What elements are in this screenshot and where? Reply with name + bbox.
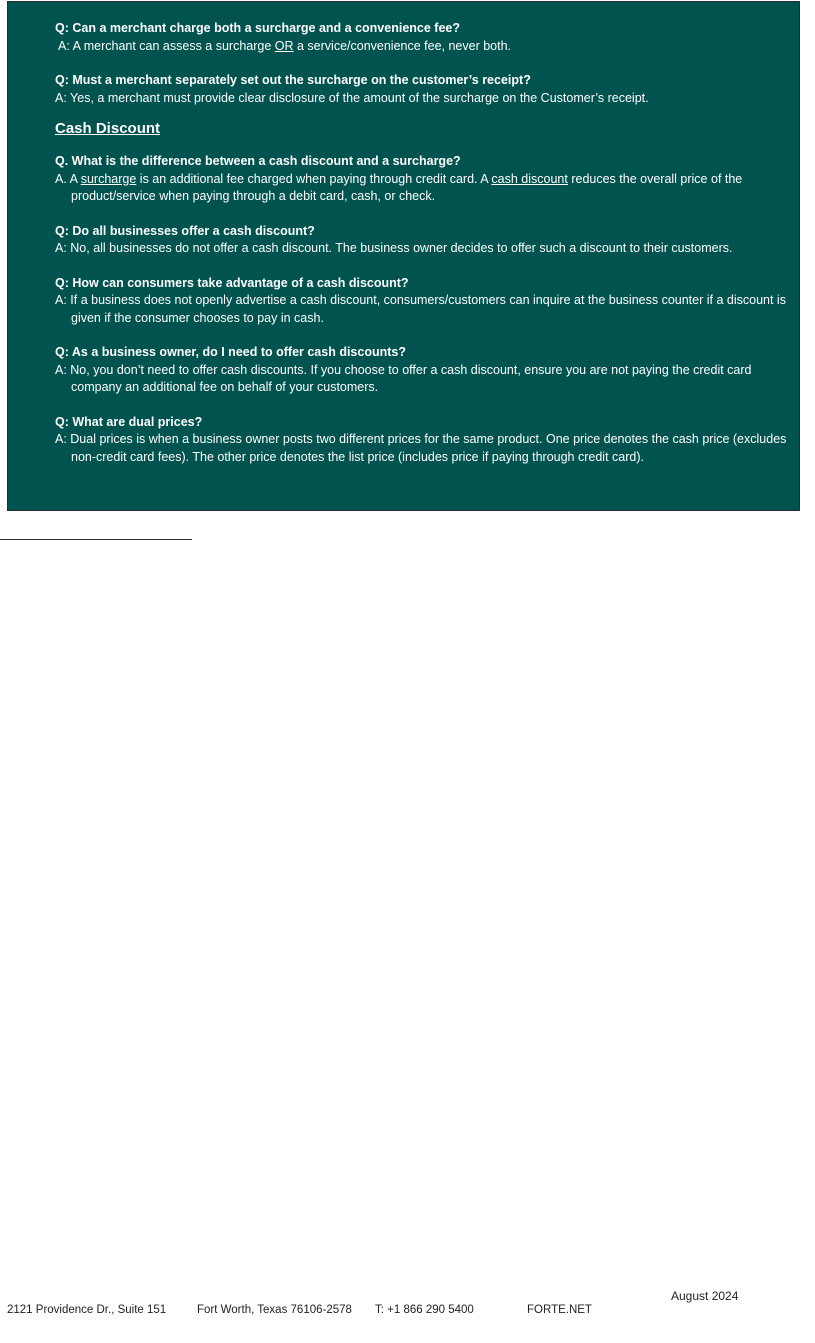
answer-2: A: Yes, a merchant must provide clear disclosure of the amount of the surcharge on the Customer’s receipt. xyxy=(55,90,649,105)
answer-6: A: No, you don’t need to offer cash discounts. If you choose to offer a cash discount, ensure you are not paying the credit card company an additional fee on behalf of your customers. xyxy=(55,362,752,394)
answer-3-term-cash-discount: cash discount xyxy=(491,171,568,186)
footer-website: FORTE.NET xyxy=(527,1304,592,1316)
answer-3-post: reduces the overall price of the product/service when paying through a debit card, cash, or check. xyxy=(71,171,743,203)
answer-3-term-surcharge: surcharge xyxy=(80,171,137,186)
question-5: Q: How can consumers take advantage of a cash discount? xyxy=(55,275,409,290)
faq-box xyxy=(7,1,800,511)
question-7: Q: What are dual prices? xyxy=(55,414,203,429)
answer-3-pre: A. A xyxy=(55,171,81,186)
question-4: Q: Do all businesses offer a cash discount? xyxy=(55,223,315,238)
question-2: Q: Must a merchant separately set out the surcharge on the customer’s receipt? xyxy=(55,73,531,87)
answer-7: A: Dual prices is when a business owner posts two different prices for the same product. One price denotes the cash price (excludes non-credit card fees). The other price denotes the list price (includes price if paying through credit card). xyxy=(55,432,787,464)
answer-1-pre: A: A merchant can assess a surcharge xyxy=(58,38,275,53)
footer-contact-line xyxy=(7,1304,592,1316)
footer-address: 2121 Providence Dr., Suite 151 xyxy=(7,1304,167,1316)
question-1: Q: Can a merchant charge both a surcharge and a convenience fee? xyxy=(55,21,460,35)
answer-1-post: a service/convenience fee, never both. xyxy=(293,38,512,53)
footnote-separator xyxy=(0,539,192,540)
answer-3-mid: is an additional fee charged when paying through credit card. A xyxy=(136,171,492,186)
faq-content xyxy=(55,20,800,466)
footer-city: Fort Worth, Texas 76106-2578 xyxy=(197,1304,352,1316)
question-3: Q. What is the difference between a cash discount and a surcharge? xyxy=(55,154,461,168)
question-6: Q: As a business owner, do I need to offer cash discounts? xyxy=(55,345,406,359)
answer-3 xyxy=(55,171,800,206)
footer-phone: T: +1 866 290 5400 xyxy=(375,1304,474,1316)
answer-5: A: If a business does not openly advertise a cash discount, consumers/customers can inquire at the business counter if a discount is given if the consumer chooses to pay in cash. xyxy=(55,293,786,325)
section-heading-cash-discount: Cash Discount xyxy=(55,120,161,137)
footer-date: August 2024 xyxy=(671,1289,739,1303)
answer-1-emphasis: OR xyxy=(274,38,294,53)
answer-1 xyxy=(55,38,800,56)
answer-4: A: No, all businesses do not offer a cash discount. The business owner decides to offer such a discount to their customers. xyxy=(55,241,733,255)
